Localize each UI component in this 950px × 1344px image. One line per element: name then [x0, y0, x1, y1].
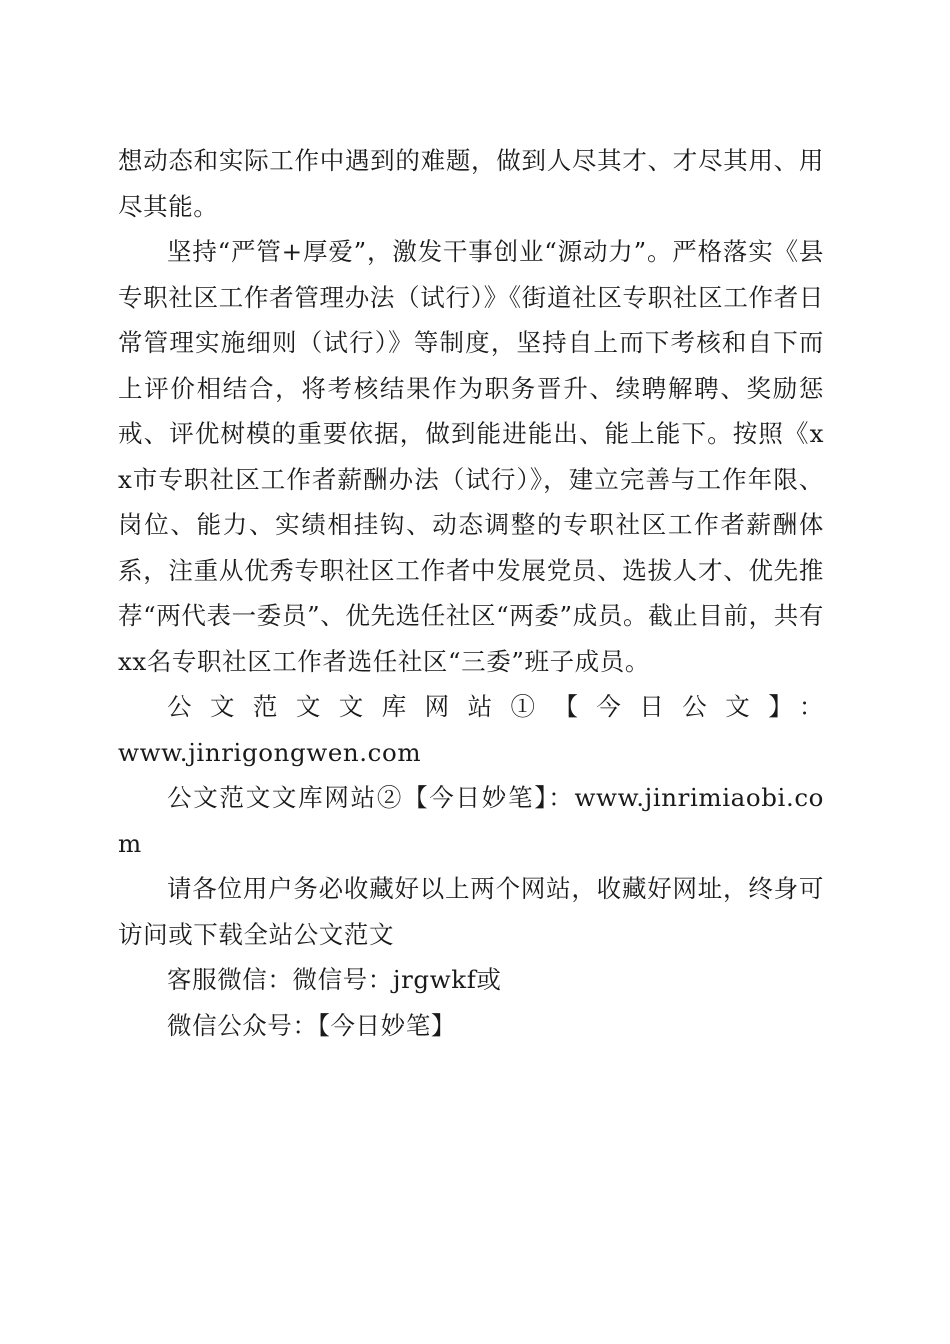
website-one-url[interactable]: www.jinrigongwen.com [118, 737, 422, 767]
customer-service-wechat: 客服微信：微信号：jrgwkf或 [167, 965, 502, 994]
paragraph-continuation: 想动态和实际工作中遇到的难题，做到人尽其才、才尽其用、用尽其能。 [118, 146, 824, 221]
wechat-official-account: 微信公众号：【今日妙笔】 [167, 1010, 456, 1040]
paragraph-strict-management: 坚持“严管+厚爱”，激发干事创业“源动力”。严格落实《县专职社区工作者管理办法（试行）》《街道社区专职社区工作者日常管理实施细则（试行）》等制度，坚持自上而下考核和自下而上评价相结合，将考核结果作为职务晋升、续聘解聘、奖励惩戒、评优树模的重要依据，做到能进能出、能上能下。按照《xx市专职社区工作者薪酬办法（试行）》，建立完善与工作年限、岗位、能力、实绩相挂钩、动态调整的专职社区工作者薪酬体系，注重从优秀专职社区工作者中发展党员、选拔人才、优先推荐“两代表一委员”、优先选任社区“两委”成员。截止目前，共有xx名专职社区工作者选任社区“三委”班子成员。 [118, 237, 824, 676]
website-one-label: 公文范文文库网站①【今日公文】： [167, 692, 824, 721]
website-two-line[interactable]: 公文范文文库网站②【今日妙笔】：www.jinrimiaobi.com [118, 783, 824, 858]
document-page [118, 138, 824, 1048]
bookmark-notice: 请各位用户务必收藏好以上两个网站，收藏好网址，终身可访问或下载全站公文范文 [118, 874, 824, 949]
